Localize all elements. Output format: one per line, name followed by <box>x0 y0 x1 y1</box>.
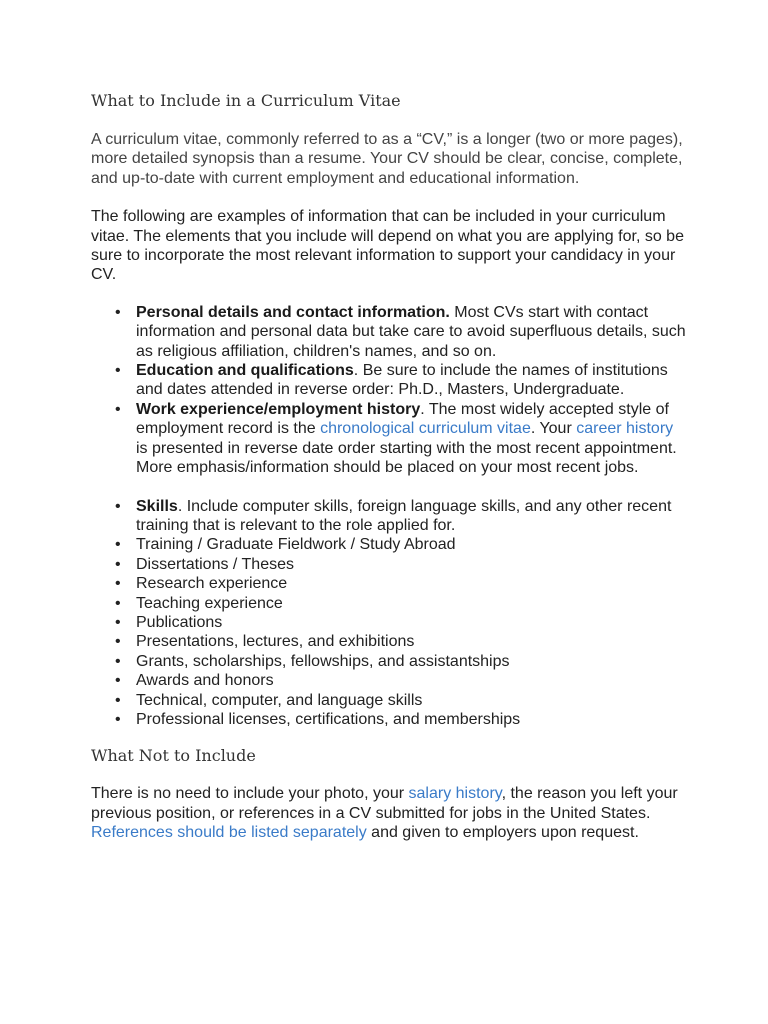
list-item: • Presentations, lectures, and exhibitions <box>136 632 688 651</box>
list-item-text: . Include computer skills, foreign language skills, and any other recent training that is relevant to the role applied for. <box>136 497 672 534</box>
examples-paragraph: The following are examples of information that can be included in your curriculum vitae. The elements that you include will depend on what you are applying for, so be sure to incorporate the most relevant information to support your candidacy in your CV. <box>91 208 684 284</box>
list-item-bold-label: Work experience/employment history <box>136 400 421 418</box>
list-item: • Publications <box>136 613 688 632</box>
list-item: • Teaching experience <box>136 594 688 613</box>
list-item: • Grants, scholarships, fellowships, and assistantships <box>136 652 688 671</box>
list-item-skills <box>136 497 688 536</box>
career-history-link[interactable]: career history <box>576 420 674 438</box>
list-item: • Technical, computer, and language skills <box>136 691 688 710</box>
list-item-personal-details <box>136 303 688 361</box>
list-item-bold-label: Personal details and contact information. <box>136 303 450 321</box>
list-item-text: Most CVs start with contact information and personal data but take care to avoid superfluous details, such as religious affiliation, children's names, and so on. <box>136 303 686 360</box>
list-item: • Dissertations / Theses <box>136 555 688 574</box>
intro-paragraph: A curriculum vitae, commonly referred to as a “CV,” is a longer (two or more pages), more detailed synopsis than a resume. Your CV should be clear, concise, complete, and up-to-date with current employment and educational information. <box>91 131 683 187</box>
references-link[interactable]: References should be listed separately <box>91 824 367 842</box>
list-item: • Awards and honors <box>136 671 688 690</box>
cv-contents-list <box>91 303 688 730</box>
list-item-text: . Your <box>530 420 577 438</box>
paragraph-text: , the reason you left your previous position, or references in a CV submitted for jobs in the United States. <box>91 785 678 822</box>
list-item: • Professional licenses, certifications, and memberships <box>136 710 688 729</box>
final-paragraph <box>91 784 688 842</box>
list-item-work-experience <box>136 400 688 478</box>
list-item: • Research experience <box>136 574 688 593</box>
list-item-bold-label: Skills <box>136 497 178 515</box>
list-item-education <box>136 361 688 400</box>
list-item: • Training / Graduate Fieldwork / Study Abroad <box>136 535 688 554</box>
salary-history-link[interactable]: salary history <box>408 785 502 803</box>
chronological-cv-link[interactable]: chronological curriculum vitae <box>320 420 531 438</box>
list-item-bold-label: Education and qualifications <box>136 362 354 380</box>
section-heading-what-to-include: What to Include in a Curriculum Vitae <box>91 91 401 110</box>
paragraph-text: and given to employers upon request. <box>366 824 639 842</box>
list-item-text: is presented in reverse date order starting with the most recent appointment. More emphasis/information should be placed on your most recent jobs. <box>136 439 677 477</box>
section-heading-what-not-to-include: What Not to Include <box>91 746 256 766</box>
paragraph-text: There is no need to include your photo, your <box>91 785 409 803</box>
list-item-text: . Be sure to include the names of institutions and dates attended in reverse order: Ph.D., Masters, Undergraduate. <box>136 362 668 399</box>
list-item-text: . The most widely accepted style of employment record is the <box>136 400 669 438</box>
